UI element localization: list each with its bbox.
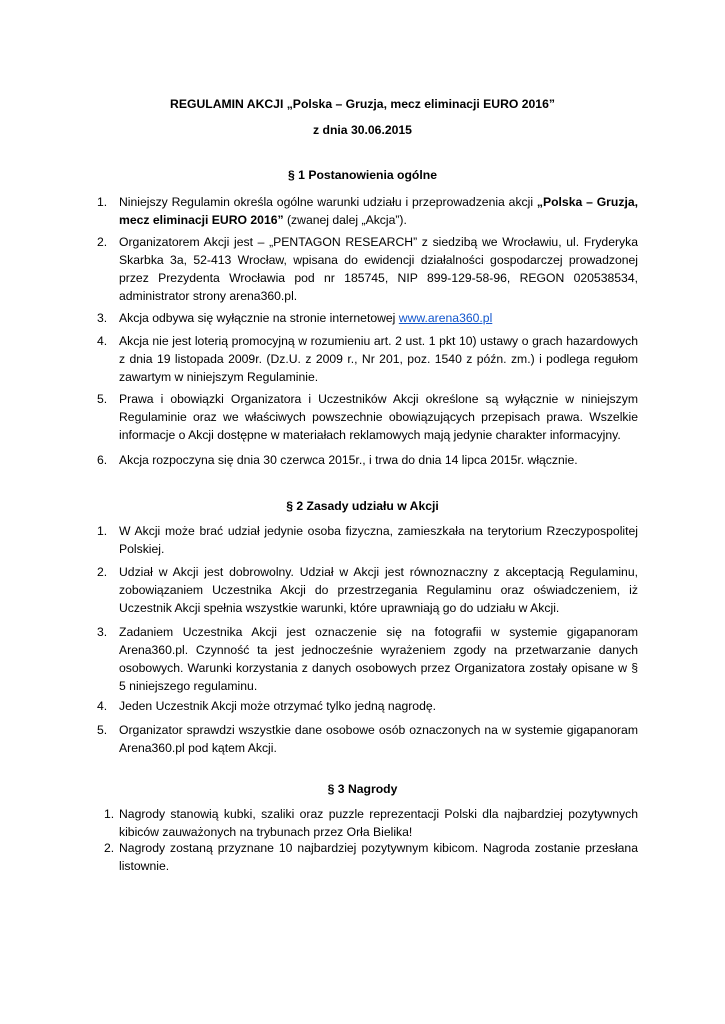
item-text: Zadaniem Uczestnika Akcji jest oznaczenie się na fotografii w systemie gigapanoram Arena360.pl. Czynność ta jest jednocześnie wyrażeniem zgody na przetwarzanie danych osobowych. Warunki korzystania z danych osobowych przez Organizatora zostały opisane w § 5 niniejszego regulaminu. [119, 625, 638, 693]
item-text: Prawa i obowiązki Organizatora i Uczestników Akcji określone są wyłącznie w niniejszym Regulaminie oraz we właściwych powszechnie obowiązujących przepisach prawa. Wszelkie informacje o Akcji dostępne w materiałach reklamowych mają jedynie charakter informacyjny. [119, 392, 638, 442]
list-number: 2. [104, 841, 115, 855]
campaign-name: „Polska – Gruzja, mecz eliminacji EURO 2016” [119, 195, 639, 227]
item-text: Akcja nie jest loterią promocyjną w rozumieniu art. 2 ust. 1 pkt 10) ustawy o grach hazardowych z dnia 19 listopada 2009r. (Dz.U. z 2009 r., Nr 201, poz. 1540 z późn. zm.) i podlega regułom zawartym w niniejszym Regulaminie. [119, 334, 638, 384]
list-item [90, 309, 638, 327]
list-item [90, 697, 638, 715]
website-link[interactable]: www.arena360.pl [398, 311, 493, 325]
item-text: W Akcji może brać udział jedynie osoba fizyczna, zamieszkała na terytorium Rzeczypospolitej Polskiej. [119, 524, 638, 556]
item-text: Organizatorem Akcji jest – „PENTAGON RESEARCH” z siedzibą we Wrocławiu, ul. Fryderyka Skarbka 3a, 52-413 Wrocław, wpisana do ewidencji działalności gospodarczej prowadzonej przez Prezydenta Wrocławia pod nr 185745, NIP 899-129-58-96, REGON 020538534, administrator strony arena360.pl. [119, 235, 638, 303]
list-item [90, 390, 638, 444]
item-text: Organizator sprawdzi wszystkie dane osobowe osób oznaczonych na w systemie gigapanoram Arena360.pl pod kątem Akcji. [119, 723, 638, 755]
section-1-title: § 1 Postanowienia ogólne [288, 168, 437, 182]
list-item [90, 839, 638, 875]
list-item [90, 522, 638, 558]
item-text: Akcja odbywa się wyłącznie na stronie internetowej [119, 311, 399, 325]
list-number: 1. [97, 524, 108, 538]
item-text: Nagrody stanowią kubki, szaliki oraz puzzle reprezentacji Polski dla najbardziej pozytywnych kibiców zauważonych na trybunach przez Orła Bielika! [119, 807, 638, 839]
list-item [90, 721, 638, 757]
list-number: 3. [97, 625, 108, 639]
list-number: 4. [97, 699, 108, 713]
list-item [90, 563, 638, 617]
list-item [90, 451, 638, 469]
list-item [90, 623, 638, 695]
list-number: 6. [97, 453, 108, 467]
list-number: 1. [104, 807, 115, 821]
section-2-title: § 2 Zasady udziału w Akcji [286, 499, 439, 513]
list-item [90, 193, 638, 229]
item-text: Akcja rozpoczyna się dnia 30 czerwca 2015r., i trwa do dnia 14 lipca 2015r. włącznie. [119, 453, 578, 467]
list-number: 2. [97, 235, 108, 249]
item-text: (zwanej dalej „Akcja”). [283, 213, 407, 227]
item-text: Niniejszy Regulamin określa ogólne warunki udziału i przeprowadzenia akcji [119, 195, 537, 209]
list-number: 4. [97, 334, 108, 348]
list-number: 5. [97, 392, 108, 406]
list-number: 3. [97, 311, 108, 325]
document-title: REGULAMIN AKCJI „Polska – Gruzja, mecz eliminacji EURO 2016” [170, 97, 555, 111]
list-item [90, 805, 638, 841]
document-date: z dnia 30.06.2015 [313, 123, 412, 137]
section-3-title: § 3 Nagrody [327, 782, 398, 796]
list-number: 5. [97, 723, 108, 737]
list-item [90, 233, 638, 305]
list-item [90, 332, 638, 386]
item-text: Jeden Uczestnik Akcji może otrzymać tylko jedną nagrodę. [119, 699, 437, 713]
list-number: 2. [97, 565, 108, 579]
item-text: Udział w Akcji jest dobrowolny. Udział w Akcji jest równoznaczny z akceptacją Regulaminu, zobowiązaniem Uczestnika Akcji do przestrzegania Regulaminu oraz oświadczeniem, iż Uczestnik Akcji spełnia wszystkie warunki, które uprawniają go do udziału w Akcji. [119, 565, 638, 615]
item-text: Nagrody zostaną przyznane 10 najbardziej pozytywnym kibicom. Nagroda zostanie przesłana listownie. [119, 841, 638, 873]
list-number: 1. [97, 195, 108, 209]
